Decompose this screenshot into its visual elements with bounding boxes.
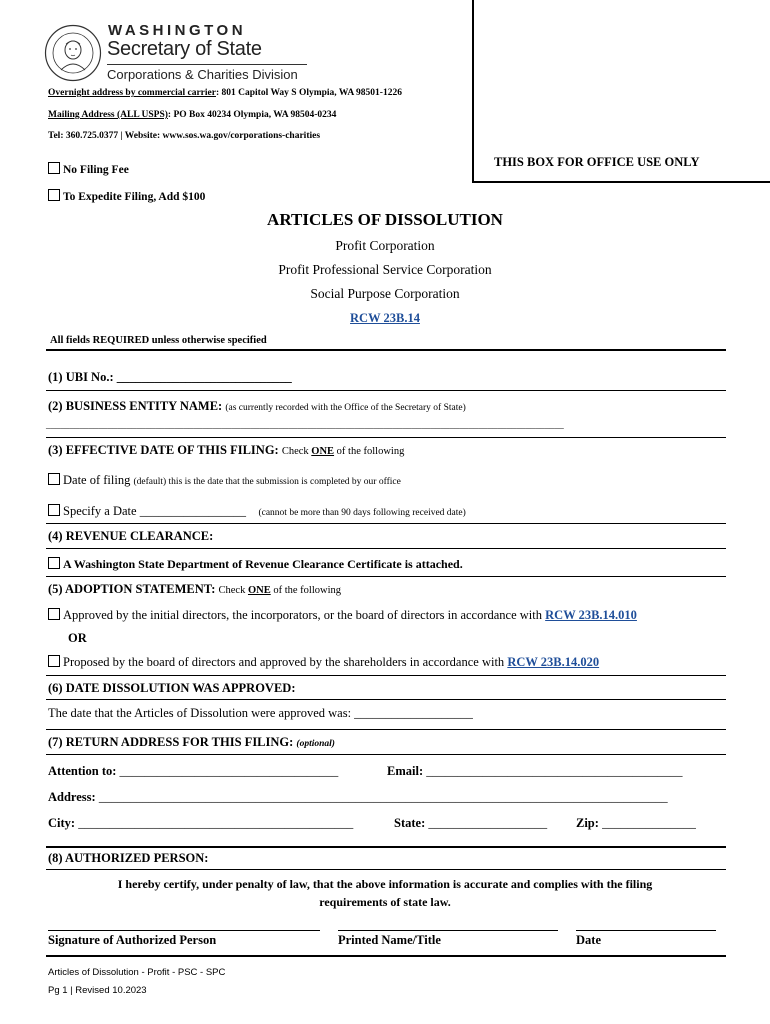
email-input[interactable]: _________________________________________ (426, 764, 683, 778)
divider (46, 576, 726, 577)
subtitle-profit: Profit Corporation (335, 238, 435, 253)
divider (46, 754, 726, 755)
footer-page-info: Pg 1 | Revised 10.2023 (48, 985, 147, 996)
mailing-label: Mailing Address (ALL USPS) (48, 110, 168, 120)
office-use-label: THIS BOX FOR OFFICE USE ONLY (494, 155, 700, 169)
state-label: State: (394, 816, 426, 830)
specify-date-input[interactable]: _________________ (139, 504, 246, 518)
entity-name-note: (as currently recorded with the Office of the Secretary of State) (225, 403, 466, 413)
return-address-optional: (optional) (296, 739, 335, 749)
effective-date-instruction: Check ONE of the following (281, 446, 405, 457)
adoption-shareholders-checkbox[interactable] (48, 655, 60, 667)
revenue-clearance-label: (4) REVENUE CLEARANCE: (48, 529, 214, 543)
revenue-certificate-option[interactable] (48, 557, 463, 572)
divider (46, 437, 726, 438)
divider (46, 523, 726, 524)
divider (46, 729, 726, 730)
state-field[interactable] (394, 816, 547, 831)
date-label: Date (576, 933, 601, 947)
overnight-value: : 801 Capitol Way S Olympia, WA 98501-1226 (215, 88, 402, 98)
adoption-directors-label: Approved by the initial directors, the incorporators, or the board of directors in accordance with (63, 608, 546, 622)
city-input[interactable]: ____________________________________________ (78, 816, 354, 830)
mailing-address (48, 110, 336, 120)
date-of-filing-checkbox[interactable] (48, 473, 60, 485)
office-name: Secretary of State (107, 38, 262, 60)
ubi-blank[interactable]: ____________________________ (116, 370, 292, 384)
subtitle-psc: Profit Professional Service Corporation (278, 262, 492, 277)
overnight-address (48, 88, 402, 98)
effective-date-heading (48, 443, 404, 458)
attention-input[interactable]: ___________________________________ (119, 764, 339, 778)
header-divider (107, 64, 307, 65)
effective-date-label: (3) EFFECTIVE DATE OF THIS FILING: (48, 443, 279, 457)
specify-date-checkbox[interactable] (48, 504, 60, 516)
divider (46, 390, 726, 391)
divider (46, 548, 726, 549)
date-approved-field[interactable] (48, 706, 473, 721)
authorized-person-label: (8) AUTHORIZED PERSON: (48, 851, 209, 865)
adoption-option-directors[interactable] (48, 608, 637, 623)
state-name: WASHINGTON (108, 22, 247, 39)
date-approved-text: The date that the Articles of Dissolution were approved was: (48, 706, 355, 720)
rcw-23b14010-link[interactable]: RCW 23B.14.010 (545, 608, 637, 622)
date-approved-input[interactable]: ___________________ (354, 706, 473, 720)
date-approved-label: (6) DATE DISSOLUTION WAS APPROVED: (48, 681, 296, 695)
rcw-23b14-link[interactable]: RCW 23B.14 (350, 311, 420, 325)
date-input[interactable] (576, 930, 716, 931)
divider (46, 869, 726, 870)
rcw-23b14020-link[interactable]: RCW 23B.14.020 (507, 655, 600, 669)
zip-field[interactable] (576, 816, 696, 831)
zip-label: Zip: (576, 816, 599, 830)
printed-name-input[interactable] (338, 930, 558, 931)
adoption-label: (5) ADOPTION STATEMENT: (48, 582, 216, 596)
address-field[interactable] (48, 790, 668, 805)
no-filing-fee-label: No Filing Fee (63, 164, 129, 176)
signature-label: Signature of Authorized Person (48, 933, 217, 947)
division-name: Corporations & Charities Division (107, 67, 298, 82)
contact-info: Tel: 360.725.0377 | Website: www.sos.wa.gov/corporations-charities (48, 131, 321, 141)
zip-input[interactable]: _______________ (602, 816, 696, 830)
certification-line-2: requirements of state law. (319, 895, 451, 909)
attention-label: Attention to: (48, 764, 117, 778)
no-filing-fee-option[interactable] (48, 162, 129, 176)
address-label: Address: (48, 790, 96, 804)
specify-date-option[interactable] (48, 504, 466, 519)
city-field[interactable] (48, 816, 353, 831)
email-label: Email: (387, 764, 424, 778)
return-address-heading (48, 735, 335, 750)
adoption-shareholders-label: Proposed by the board of directors and approved by the shareholders in accordance with (63, 655, 508, 669)
required-note: All fields REQUIRED unless otherwise specified (50, 335, 267, 346)
ubi-field[interactable] (48, 370, 292, 385)
state-seal-icon (44, 24, 102, 82)
entity-name-input[interactable]: _____________________________________________________________________________________________________________ (46, 421, 564, 431)
divider (46, 955, 726, 957)
revenue-certificate-checkbox[interactable] (48, 557, 60, 569)
address-input[interactable]: ___________________________________________________________________________________________ (98, 790, 668, 804)
expedite-checkbox[interactable] (48, 189, 60, 201)
or-separator: OR (68, 631, 87, 645)
subtitle-spc: Social Purpose Corporation (310, 286, 460, 301)
printed-name-label: Printed Name/Title (338, 933, 441, 947)
return-address-label: (7) RETURN ADDRESS FOR THIS FILING: (48, 735, 294, 749)
form-title: ARTICLES OF DISSOLUTION (267, 210, 503, 229)
expedite-option[interactable] (48, 189, 205, 203)
mailing-value: : PO Box 40234 Olympia, WA 98504-0234 (167, 110, 337, 120)
attention-field[interactable] (48, 764, 338, 779)
certification-line-1: I hereby certify, under penalty of law, that the above information is accurate and complies with the filing (117, 877, 653, 891)
expedite-label: To Expedite Filing, Add $100 (63, 191, 206, 203)
date-of-filing-note: (default) this is the date that the submission is completed by our office (133, 477, 401, 487)
email-field[interactable] (387, 764, 682, 779)
adoption-directors-checkbox[interactable] (48, 608, 60, 620)
no-filing-fee-checkbox[interactable] (48, 162, 60, 174)
ubi-label: (1) UBI No.: (48, 370, 114, 384)
date-of-filing-option[interactable] (48, 473, 401, 488)
overnight-label: Overnight address by commercial carrier (48, 88, 216, 98)
adoption-instruction: Check ONE of the following (218, 585, 341, 596)
city-label: City: (48, 816, 76, 830)
signature-input[interactable] (48, 930, 320, 931)
divider (46, 699, 726, 700)
entity-name-label: (2) BUSINESS ENTITY NAME: (48, 399, 223, 413)
state-input[interactable]: ___________________ (428, 816, 548, 830)
adoption-heading (48, 582, 341, 597)
date-of-filing-label: Date of filing (63, 473, 131, 487)
revenue-certificate-label: A Washington State Department of Revenue Clearance Certificate is attached. (63, 557, 463, 571)
specify-date-note: (cannot be more than 90 days following received date) (258, 508, 466, 518)
divider (46, 846, 726, 848)
adoption-option-shareholders[interactable] (48, 655, 599, 670)
specify-date-label: Specify a Date (63, 504, 140, 518)
footer-form-name: Articles of Dissolution - Profit - PSC - SPC (48, 967, 226, 978)
divider (46, 675, 726, 676)
rcw-reference (0, 311, 770, 326)
entity-name-heading (48, 399, 466, 414)
divider (46, 349, 726, 351)
